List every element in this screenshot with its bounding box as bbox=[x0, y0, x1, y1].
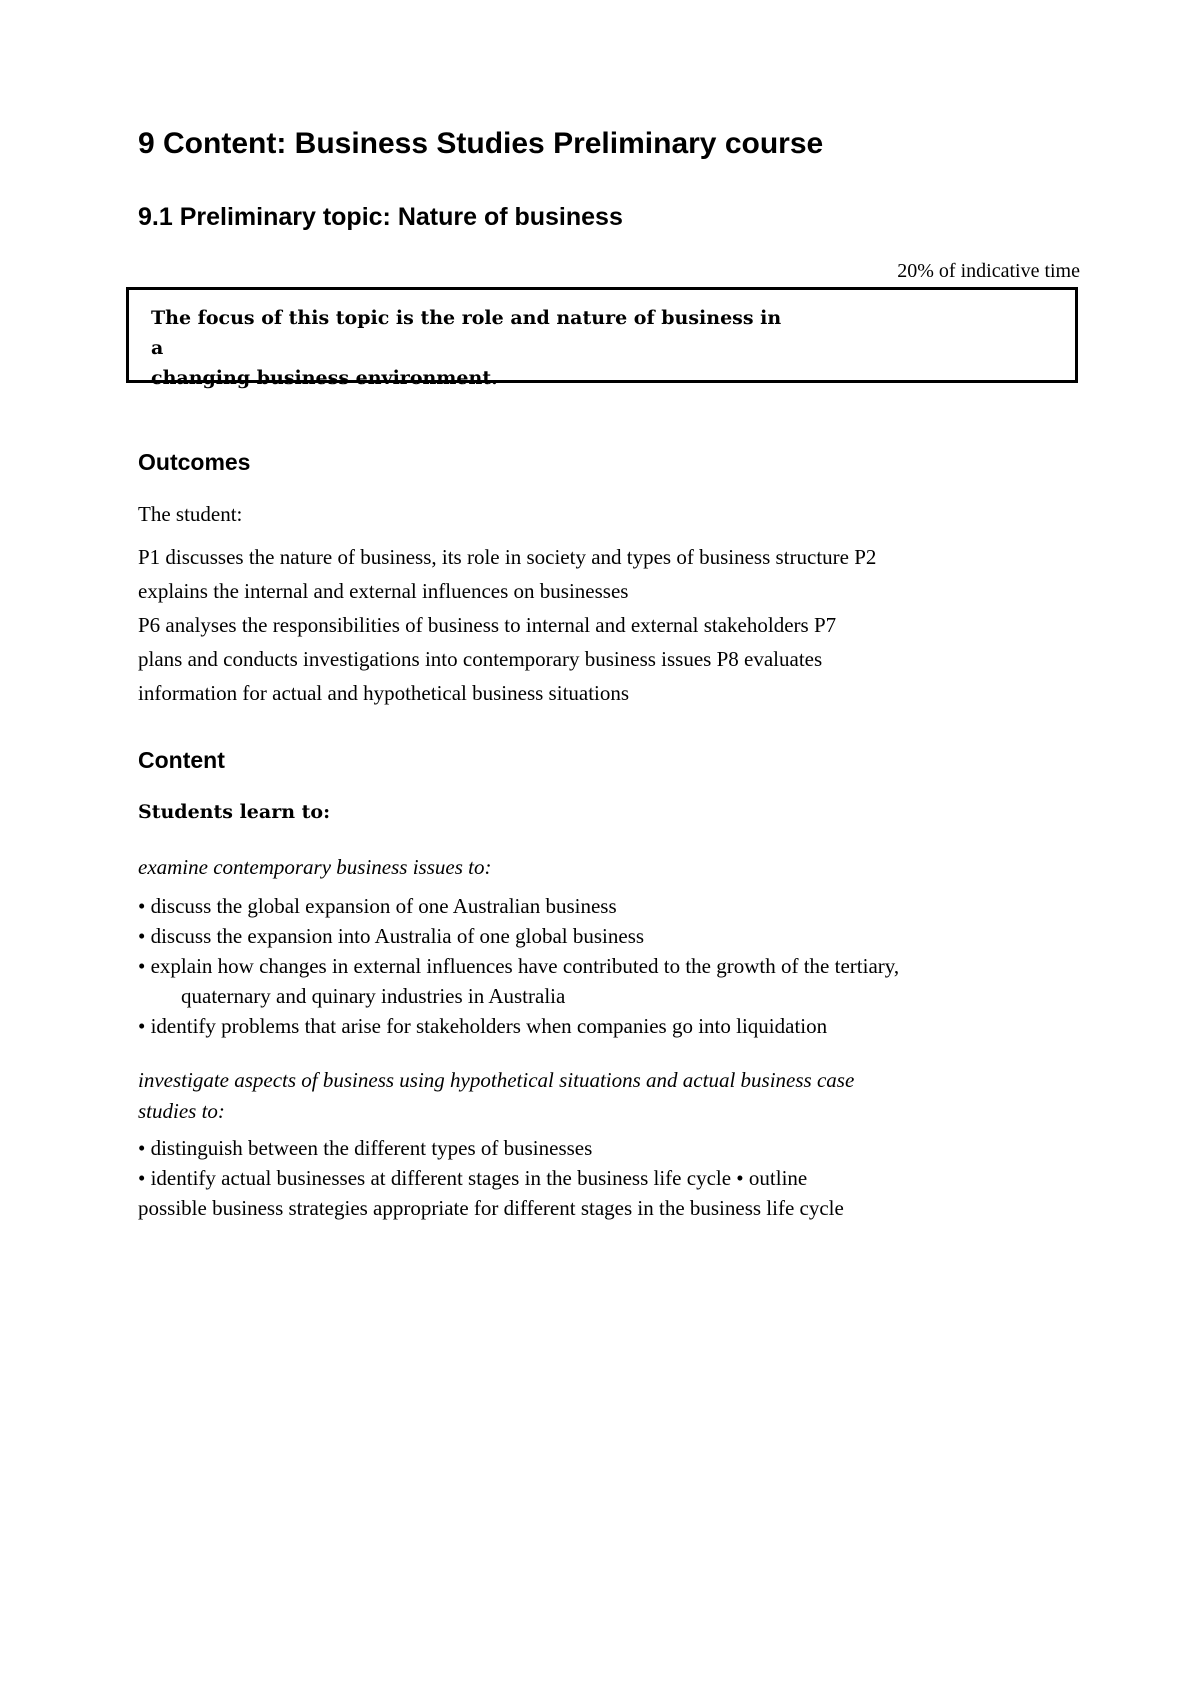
students-learn-heading: Students learn to: bbox=[138, 801, 331, 823]
outcomes-intro: The student: bbox=[138, 502, 243, 526]
content-heading: Content bbox=[138, 747, 225, 773]
list-item: possible business strategies appropriate for different stages in the business life cycle bbox=[138, 1196, 844, 1220]
list-item: quaternary and quinary industries in Australia bbox=[181, 984, 566, 1008]
bullet-list bbox=[138, 891, 1058, 1041]
focus-box bbox=[126, 287, 1078, 389]
section-intro: examine contemporary business issues to: bbox=[138, 855, 492, 879]
list-item: • identify problems that arise for stakeholders when companies go into liquidation bbox=[138, 1014, 828, 1038]
list-item: • identify actual businesses at different stages in the business life cycle • outline bbox=[138, 1166, 808, 1190]
page-title: 9 Content: Business Studies Preliminary course bbox=[138, 127, 824, 160]
section-intro bbox=[138, 1065, 854, 1127]
bullet-list bbox=[138, 1133, 1058, 1223]
outcome-line: P6 analyses the responsibilities of business to internal and external stakeholders P7 bbox=[138, 613, 837, 637]
section-intro-line: investigate aspects of business using hypothetical situations and actual business case bbox=[138, 1068, 855, 1092]
list-item: • explain how changes in external influences have contributed to the growth of the tertiary, bbox=[138, 954, 900, 978]
topic-heading: 9.1 Preliminary topic: Nature of business bbox=[138, 203, 623, 231]
list-item: • discuss the global expansion of one Australian business bbox=[138, 894, 617, 918]
section-intro-line: studies to: bbox=[138, 1099, 225, 1123]
outcome-line: explains the internal and external influences on businesses bbox=[138, 579, 629, 603]
indicative-time-note: 20% of indicative time bbox=[897, 260, 1080, 282]
outcome-line: P1 discusses the nature of business, its role in society and types of business structure P2 bbox=[138, 545, 877, 569]
list-item: • distinguish between the different types of businesses bbox=[138, 1136, 593, 1160]
focus-line: The focus of this topic is the role and nature of business in a bbox=[151, 307, 782, 359]
outcomes-list bbox=[138, 540, 1018, 710]
focus-statement bbox=[151, 303, 791, 393]
outcome-line: plans and conducts investigations into contemporary business issues P8 evaluates bbox=[138, 647, 823, 671]
outcome-line: information for actual and hypothetical business situations bbox=[138, 681, 630, 705]
outcomes-heading: Outcomes bbox=[138, 449, 251, 475]
list-item: • discuss the expansion into Australia of one global business bbox=[138, 924, 645, 948]
focus-line: changing business environment. bbox=[151, 367, 498, 389]
